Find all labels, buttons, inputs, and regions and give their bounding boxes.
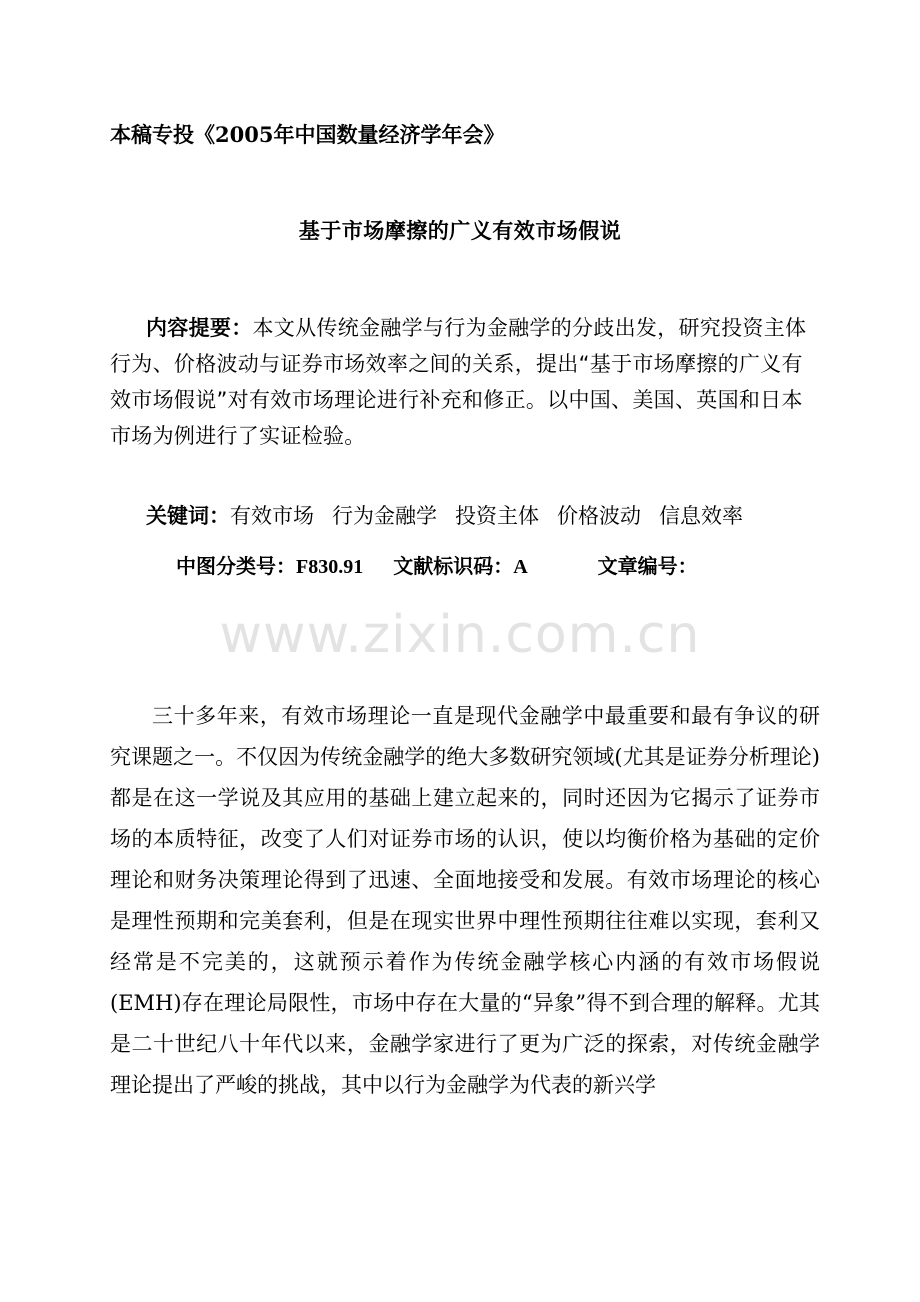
body-paragraph: 三十多年来，有效市场理论一直是现代金融学中最重要和最有争议的研究课题之一。不仅因为传统金融学的绝大多数研究领域(尤其是证券分析理论)都是在这一学说及其应用的基础上建立起来的，同时还因为它揭示了证券市场的本质特征，改变了人们对证券市场的认识，使以均衡价格为基础的定价理论和财务决策理论得到了迅速、全面地接受和发展。有效市场理论的核心是理性预期和完美套利，但是在现实世界中理性预期往往难以实现，套利又经常是不完美的，这就预示着作为传统金融学核心内涵的有效市场假说(EMH)存在理论局限性，市场中存在大量的“异象”得不到合理的解释。尤其是二十世纪八十年代以来，金融学家进行了更为广泛的探索，对传统金融学理论提出了严峻的挑战，其中以行为金融学为代表的新兴学 xyxy=(110,704,820,1097)
submission-note: 本稿专投《2005年中国数量经济学年会》 xyxy=(110,122,505,147)
clc-label: 中图分类号： xyxy=(176,554,296,578)
keyword-item: 有效市场 xyxy=(230,504,314,528)
abstract-text: 本文从传统金融学与行为金融学的分歧出发，研究投资主体行为、价格波动与证券市场效率之间的关系，提出“基于市场摩擦的广义有效市场假说”对有效市场理论进行补充和修正。以中国、美国、英国和日本市场为例进行了实证检验。 xyxy=(110,316,807,448)
doc-code-value: A xyxy=(513,556,528,578)
clc-value: F830.91 xyxy=(296,556,364,578)
keywords-label: 关键词： xyxy=(146,504,230,528)
abstract-label: 内容提要： xyxy=(146,316,253,340)
keywords xyxy=(146,500,761,530)
keyword-item: 投资主体 xyxy=(455,504,539,528)
doc-code-label: 文献标识码： xyxy=(393,554,514,578)
abstract xyxy=(110,310,815,454)
keyword-item: 价格波动 xyxy=(557,504,641,528)
article-number-label: 文章编号： xyxy=(597,554,698,578)
keyword-item: 信息效率 xyxy=(659,504,743,528)
classification-line xyxy=(176,550,698,579)
keyword-item: 行为金融学 xyxy=(332,504,437,528)
watermark: www.zixin.com.cn xyxy=(219,605,701,665)
paper-title: 基于市场摩擦的广义有效市场假说 xyxy=(298,219,622,243)
